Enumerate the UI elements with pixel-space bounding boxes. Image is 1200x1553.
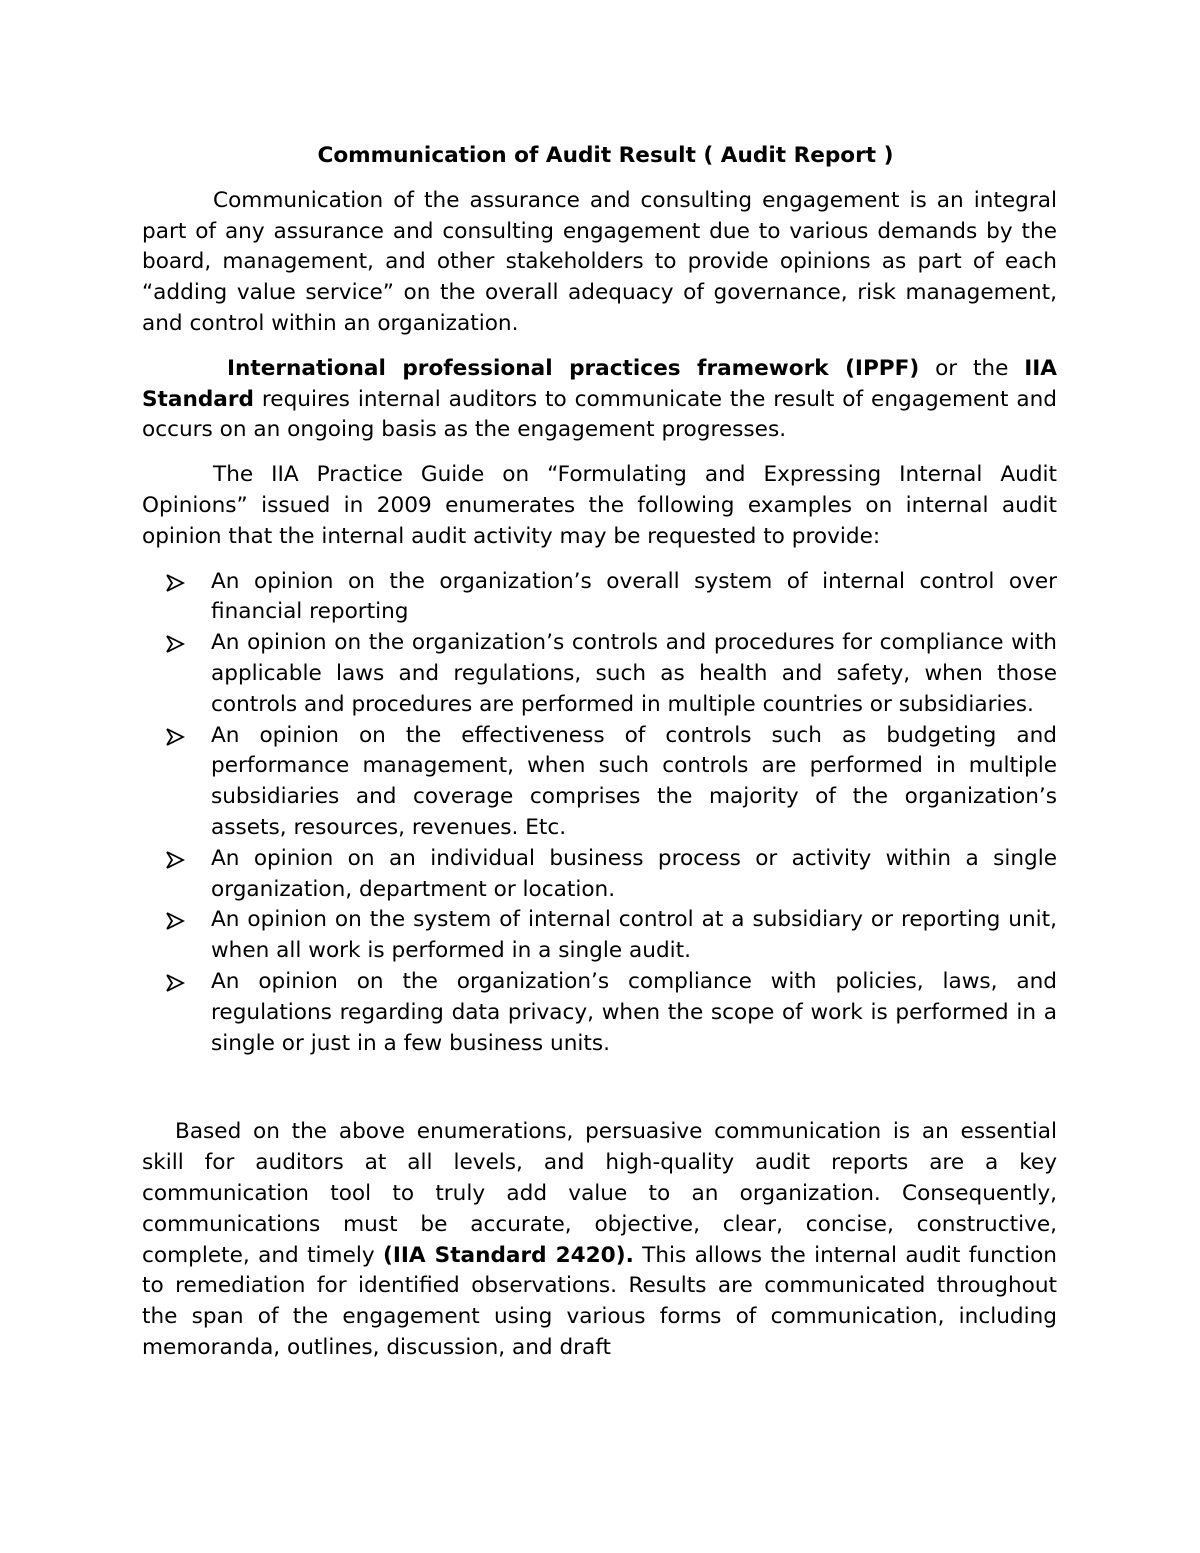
paragraph-ippf-text-2: requires internal auditors to communicate the result of engagement and occurs on an ongoing basis as the engagement progresses. [142, 386, 1057, 443]
opinion-examples-list [142, 567, 1057, 1060]
paragraph-persuasive-text-1: Based on the above enumerations, persuasive communication is an essential skill for auditors at all levels, and high-quality audit reports are a key communication tool to truly add value to an organization. Consequently, communications must be accurate, objective, clear, concise, constructive, complete, and timely [142, 1119, 1057, 1268]
arrowhead-bullet-icon [164, 844, 188, 874]
arrowhead-bullet-icon [164, 905, 188, 935]
arrowhead-bullet-icon [164, 567, 188, 597]
document-page [142, 141, 1057, 1378]
bold-iia-standard: IIA Standard [142, 355, 1057, 412]
arrowhead-bullet-icon [164, 967, 188, 997]
arrowhead-bullet-icon [164, 628, 188, 658]
list-item [211, 967, 1057, 1059]
arrowhead-bullet-icon [164, 721, 188, 751]
paragraph-ippf [142, 354, 1057, 446]
list-item [211, 721, 1057, 844]
paragraph-persuasive-communication [142, 1117, 1057, 1363]
paragraph-communication-intro: Communication of the assurance and consulting engagement is an integral part of any assurance and consulting engagement due to various demands by the board, management, and other stakeholders to provide opinions as part of each “adding value service” on the overall adequacy of governance, risk management, and control within an organization. [142, 187, 1057, 336]
list-item-text: An opinion on the effectiveness of controls such as budgeting and performance management, when such controls are performed in multiple subsidiaries and coverage comprises the majority of the organization’s assets, resources, revenues. Etc. [211, 722, 1057, 840]
list-item-text: An opinion on the system of internal control at a subsidiary or reporting unit, when all work is performed in a single audit. [211, 907, 1057, 964]
list-item [211, 905, 1057, 967]
list-item [211, 567, 1057, 629]
list-item-text: An opinion on the organization’s compliance with policies, laws, and regulations regarding data privacy, when the scope of work is performed in a single or just in a few business units. [211, 968, 1057, 1056]
list-item-text: An opinion on the organization’s overall system of internal control over financial reporting [211, 568, 1057, 625]
bold-iia-standard-2420: (IIA Standard 2420). [382, 1242, 634, 1268]
list-item [211, 844, 1057, 906]
bold-ippf-term: International professional practices framework (IPPF) [227, 355, 920, 381]
list-item [211, 628, 1057, 720]
list-item-text: An opinion on an individual business process or activity within a single organization, department or location. [211, 845, 1057, 902]
document-title: Communication of Audit Result ( Audit Report ) [317, 143, 894, 168]
paragraph-ippf-text-1: or the [919, 355, 1025, 381]
paragraph-practice-guide: The IIA Practice Guide on “Formulating and Expressing Internal Audit Opinions” issued in 2009 enumerates the following examples on internal audit opinion that the internal audit activity may be requested to provide: [142, 462, 1057, 549]
paragraph-persuasive-text-2: This allows the internal audit function to remediation for identified observations. Results are communicated throughout the span of the engagement using various forms of communication, including memoranda, outlines, discussion, and draft [142, 1242, 1057, 1360]
list-item-text: An opinion on the organization’s controls and procedures for compliance with applicable laws and regulations, such as health and safety, when those controls and procedures are performed in multiple countries or subsidiaries. [211, 630, 1057, 717]
